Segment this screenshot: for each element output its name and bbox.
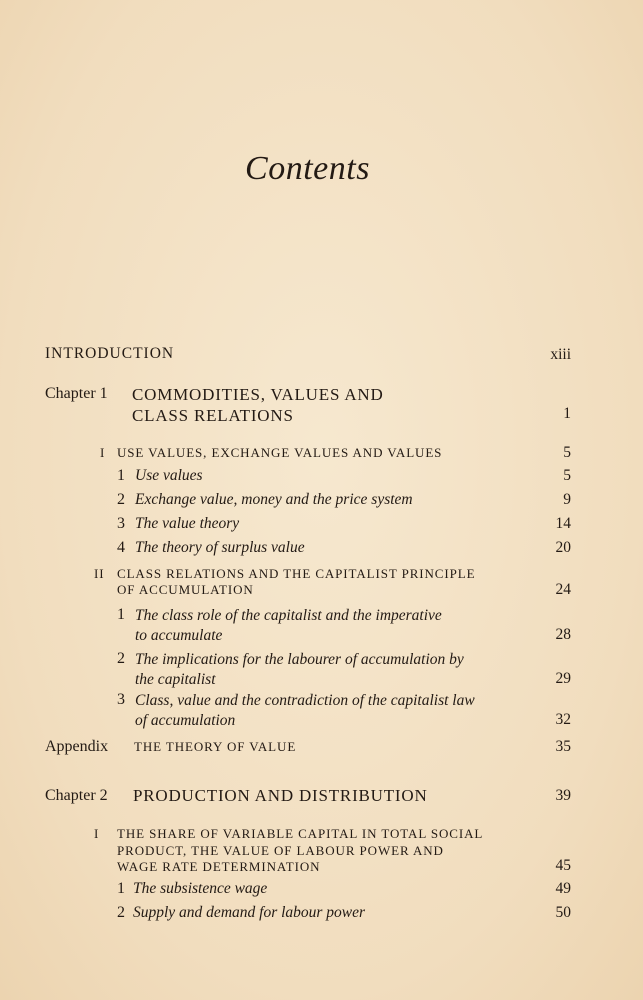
page-number: 39 xyxy=(555,787,571,804)
entry-title: Exchange value, money and the price system xyxy=(135,491,413,508)
entry-title: The class role of the capitalist and the imperative to accumulate xyxy=(135,607,442,644)
subsection-number: 4 xyxy=(117,539,125,556)
subsection-number: 2 xyxy=(117,650,125,667)
page-number: 35 xyxy=(555,738,571,755)
entry-title: The theory of surplus value xyxy=(135,539,305,556)
page-number: 14 xyxy=(555,515,571,532)
page-number: 49 xyxy=(555,880,571,897)
entry-title: USE VALUES, EXCHANGE VALUES AND VALUES xyxy=(117,445,443,460)
chapter-label: Chapter 1 xyxy=(45,385,108,402)
appendix-label: Appendix xyxy=(45,738,109,755)
subsection-number: 1 xyxy=(117,467,125,484)
entry-title: COMMODITIES, VALUES AND CLASS RELATIONS xyxy=(132,385,384,425)
entry-title: THE SHARE OF VARIABLE CAPITAL IN TOTAL SOCIAL PRODUCT, THE VALUE OF LABOUR POWER AND WAGE RATE DETERMINATION xyxy=(117,826,484,874)
section-numeral: II xyxy=(94,566,105,581)
page-title: Contents xyxy=(245,150,370,187)
entry-title: PRODUCTION AND DISTRIBUTION xyxy=(133,786,428,805)
chapter-label: Chapter 2 xyxy=(45,787,108,804)
page-number: 5 xyxy=(563,467,571,484)
section-numeral: I xyxy=(100,445,106,460)
subsection-number: 2 xyxy=(117,904,125,921)
page-number: 20 xyxy=(555,539,571,556)
page-number: 45 xyxy=(555,857,571,874)
page-number: xiii xyxy=(550,346,571,363)
entry-title: The value theory xyxy=(135,515,240,532)
subsection-number: 2 xyxy=(117,491,125,508)
subsection-number: 1 xyxy=(117,880,125,897)
page-number: 1 xyxy=(563,405,571,422)
subsection-number: 3 xyxy=(117,691,125,708)
subsection-number: 1 xyxy=(117,606,125,623)
page-number: 29 xyxy=(555,670,571,687)
page-number: 50 xyxy=(555,904,571,921)
entry-title: THE THEORY OF VALUE xyxy=(134,739,297,754)
entry-title: Use values xyxy=(135,467,203,484)
entry-title: The implications for the labourer of accumulation by the capitalist xyxy=(135,651,464,688)
page-number: 5 xyxy=(563,444,571,461)
subsection-number: 3 xyxy=(117,515,125,532)
entry-title: Supply and demand for labour power xyxy=(133,904,366,921)
page-number: 9 xyxy=(563,491,571,508)
page-number: 24 xyxy=(555,581,571,598)
section-numeral: I xyxy=(94,826,100,841)
entry-title: CLASS RELATIONS AND THE CAPITALIST PRINCIPLE OF ACCUMULATION xyxy=(117,566,476,597)
page-number: 28 xyxy=(555,626,571,643)
entry-title: The subsistence wage xyxy=(133,880,268,897)
page-number: 32 xyxy=(555,711,571,728)
entry-title: Class, value and the contradiction of the capitalist law of accumulation xyxy=(135,692,475,729)
entry-title: INTRODUCTION xyxy=(45,345,175,362)
